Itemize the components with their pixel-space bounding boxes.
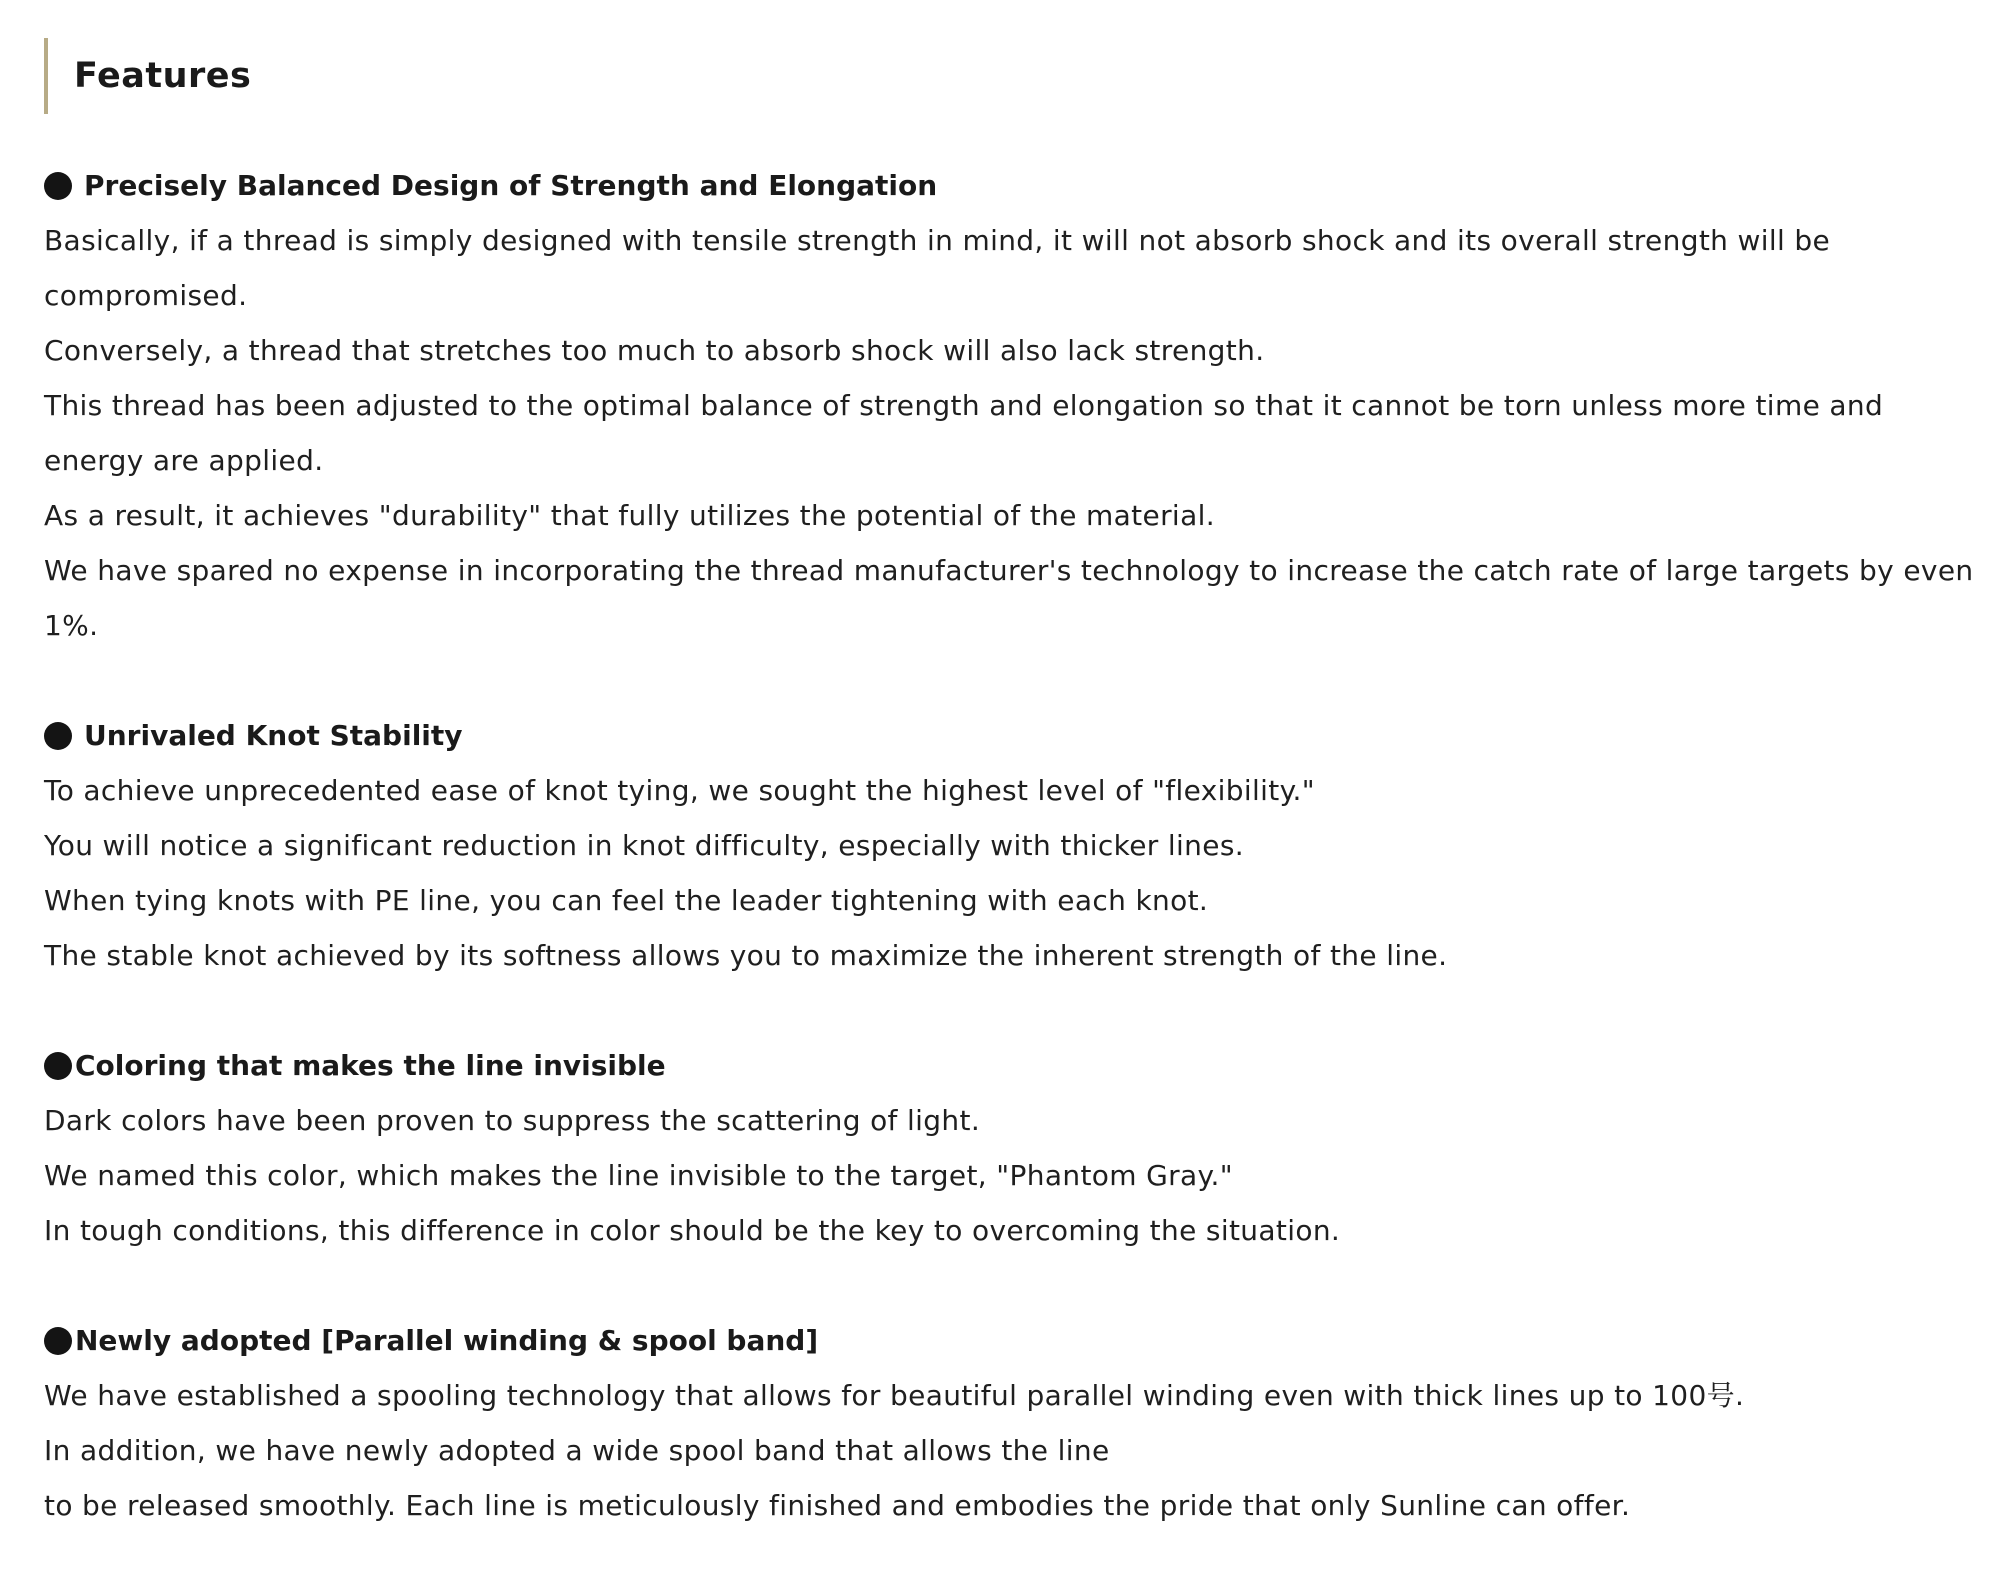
feature-heading-text: Newly adopted [Parallel winding & spool band] [75,1324,819,1357]
feature-paragraph: Conversely, a thread that stretches too much to absorb shock will also lack strength. [44,334,1265,367]
feature-paragraph: Dark colors have been proven to suppress the scattering of light. [44,1104,981,1137]
feature-heading-text: Coloring that makes the line invisible [75,1049,666,1082]
feature-paragraph: You will notice a significant reduction in knot difficulty, especially with thicker lines. [44,829,1245,862]
feature-paragraph: In addition, we have newly adopted a wide spool band that allows the line [44,1434,1110,1467]
bullet-icon [44,1052,72,1080]
feature-block [44,1038,1984,1258]
feature-block [44,158,1984,653]
bullet-icon [44,722,72,750]
feature-heading [44,708,1984,763]
feature-paragraph: Basically, if a thread is simply designed with tensile strength in mind, it will not absorb shock and its overall strength will be compromised. [44,224,1831,312]
feature-paragraph: To achieve unprecedented ease of knot tying, we sought the highest level of "flexibility." [44,774,1316,807]
feature-paragraph: As a result, it achieves "durability" that fully utilizes the potential of the material. [44,499,1215,532]
feature-block [44,1313,1984,1533]
feature-paragraph: We have established a spooling technology that allows for beautiful parallel winding even with thick lines up to 100号. [44,1379,1745,1412]
section-header [44,38,1984,114]
bullet-icon [44,172,72,200]
feature-heading [44,1038,1984,1093]
feature-paragraph: This thread has been adjusted to the optimal balance of strength and elongation so that it cannot be torn unless more time and energy are applied. [44,389,1884,477]
feature-heading-text: Precisely Balanced Design of Strength and Elongation [84,169,938,202]
feature-heading [44,1313,1984,1368]
feature-heading-text: Unrivaled Knot Stability [84,719,463,752]
feature-block [44,708,1984,983]
features-page [44,38,1984,1588]
feature-heading [44,158,1984,213]
feature-paragraph: When tying knots with PE line, you can feel the leader tightening with each knot. [44,884,1209,917]
section-title: Features [74,56,252,96]
feature-paragraph: to be released smoothly. Each line is meticulously finished and embodies the pride that only Sunline can offer. [44,1489,1631,1522]
feature-paragraph: The stable knot achieved by its softness allows you to maximize the inherent strength of the line. [44,939,1448,972]
feature-paragraph: We have spared no expense in incorporating the thread manufacturer's technology to increase the catch rate of large targets by even 1%. [44,554,1974,642]
bullet-icon [44,1327,72,1355]
feature-paragraph: We named this color, which makes the line invisible to the target, "Phantom Gray." [44,1159,1233,1192]
feature-paragraph: In tough conditions, this difference in color should be the key to overcoming the situation. [44,1214,1341,1247]
